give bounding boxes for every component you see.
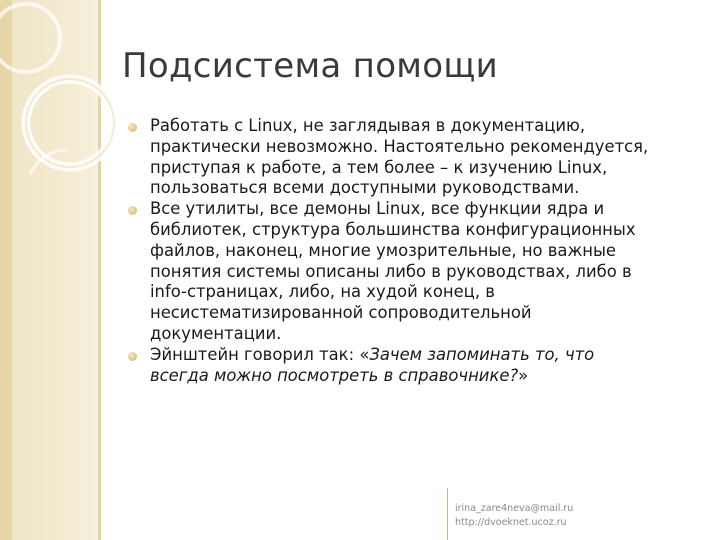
footer — [455, 502, 573, 530]
bullet-item — [126, 116, 696, 199]
quote-prefix: Эйнштейн говорил так: « — [150, 344, 370, 364]
footer-email[interactable]: irina_zare4neva@mail.ru — [455, 503, 574, 514]
slide-title: Подсистема помощи — [122, 46, 499, 86]
bullet-dot-icon — [128, 352, 137, 361]
bullet-list — [126, 116, 696, 386]
quote-text-part1: Зачем запоминать то, что — [369, 344, 595, 364]
bullet-item-quote — [126, 345, 696, 387]
decorative-rings-icon — [0, 0, 140, 200]
bullet-text: Все утилиты, все демоны Linux, все функции ядра и библиотек, структура большинства конфигурационных файлов, наконец, многие умозрительные, но важные понятия системы описаны либо в руководствах, либо в info-страницах, либо, на худой конец, в несистематизированной сопроводительной документации. — [150, 199, 636, 343]
footer-divider — [447, 488, 448, 540]
bullet-text: Работать с Linux, не заглядывая в документацию, практически невозможно. Настоятельно рекомендуется, приступая к работе, а тем более – к изучению Linux, пользоваться всеми доступными руководствами. — [150, 116, 649, 198]
bullet-item — [126, 199, 696, 345]
footer-url[interactable]: http://dvoeknet.ucoz.ru — [455, 517, 567, 528]
bullet-dot-icon — [128, 206, 137, 215]
quote-line-2 — [150, 366, 696, 387]
bullet-dot-icon — [128, 123, 137, 132]
quote-line-1 — [150, 345, 696, 366]
quote-suffix: » — [518, 365, 529, 385]
quote-text-part2: всегда можно посмотреть в справочнике? — [150, 365, 519, 385]
